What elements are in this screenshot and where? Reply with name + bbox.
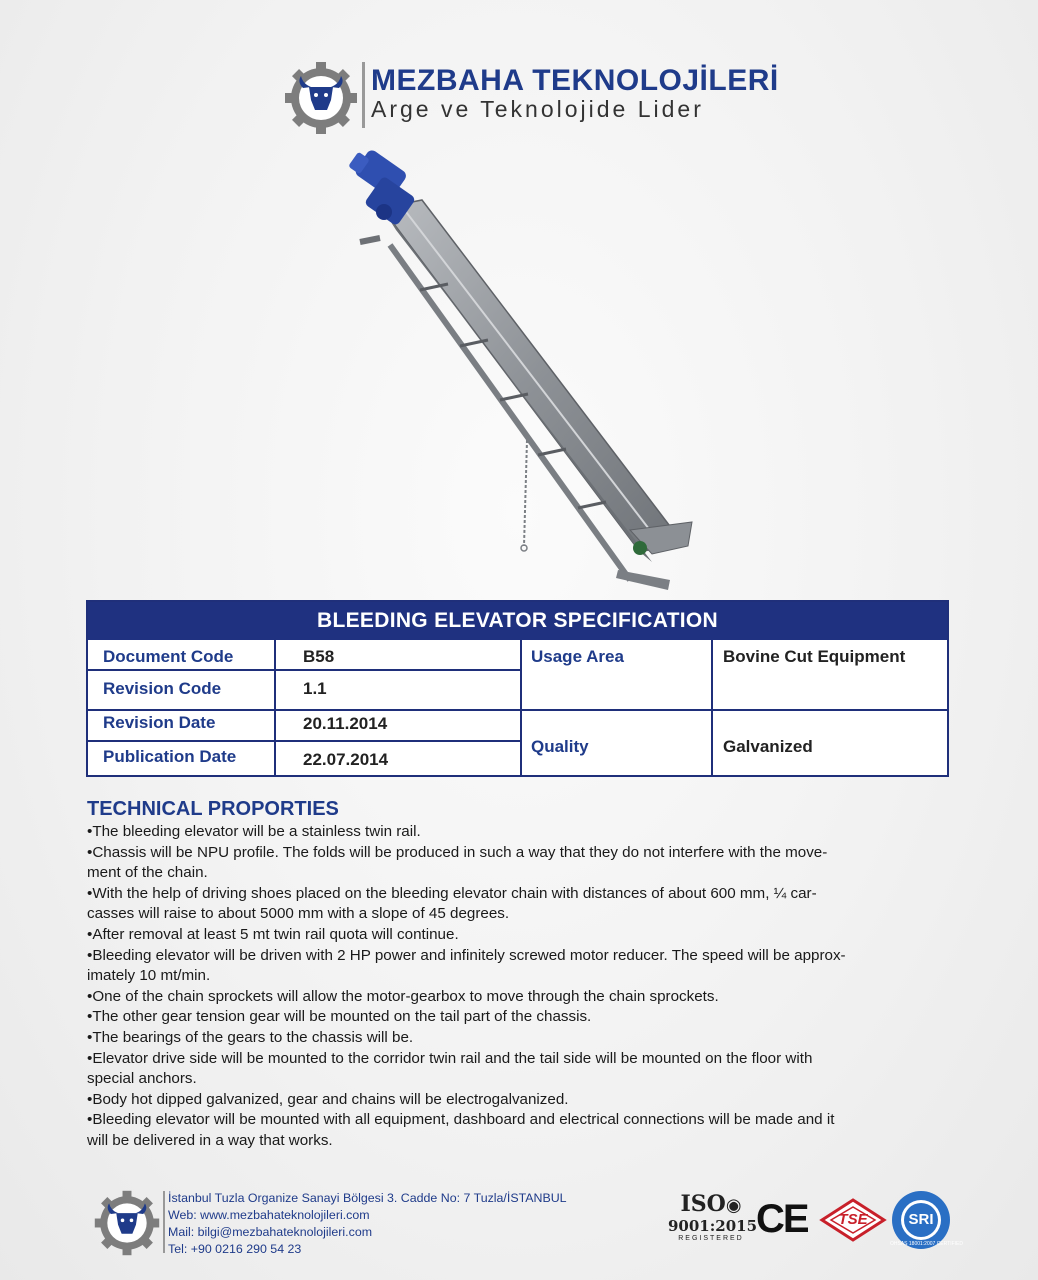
document-code-value: B58 xyxy=(303,647,335,666)
ce-mark-icon: CE xyxy=(756,1197,808,1241)
logo-gear-icon xyxy=(283,60,359,136)
list-item: casses will raise to about 5000 mm with a slope of 45 degrees. xyxy=(87,905,510,923)
footer-web: Web: www.mezbahateknolojileri.com xyxy=(168,1208,370,1222)
list-item: will be delivered in a way that works. xyxy=(87,1131,333,1149)
technical-heading: TECHNICAL PROPORTIES xyxy=(87,798,339,820)
footer-mail: Mail: bilgi@mezbahateknolojileri.com xyxy=(168,1225,373,1239)
grid-line xyxy=(88,740,520,742)
usage-area-label: Usage Area xyxy=(531,647,624,666)
list-item: ment of the chain. xyxy=(87,864,208,882)
list-item: •Bleeding elevator will be mounted with all equipment, dashboard and electrical connections will be made and it xyxy=(87,1111,835,1129)
list-item: •Chassis will be NPU profile. The folds will be produced in such a way that they do not interfere with the move- xyxy=(87,843,828,861)
grid-line xyxy=(88,709,947,711)
tse-badge xyxy=(820,1198,886,1242)
revision-date-label: Revision Date xyxy=(103,713,216,732)
grid-line xyxy=(88,669,520,671)
footer-tel: Tel: +90 0216 290 54 23 xyxy=(168,1242,302,1256)
list-item: special anchors. xyxy=(87,1070,197,1088)
revision-date-value: 20.11.2014 xyxy=(303,714,388,733)
brand-tagline: Arge ve Teknolojide Lider xyxy=(371,96,704,122)
list-item: •With the help of driving shoes placed on the bleeding elevator chain with distances of about 600 mm, ¼ car- xyxy=(87,884,817,902)
tse-text: TSE xyxy=(838,1211,868,1228)
document-code-label: Document Code xyxy=(103,647,234,666)
iso-registered: REGISTERED xyxy=(678,1235,744,1242)
iso-number: 9001:2015 xyxy=(668,1217,758,1235)
globe-icon: ◉ xyxy=(725,1195,742,1216)
brand-name: MEZBAHA TEKNOLOJİLERİ xyxy=(371,64,779,97)
publication-date-label: Publication Date xyxy=(103,747,237,766)
list-item: •The other gear tension gear will be mounted on the tail part of the chassis. xyxy=(87,1008,592,1026)
list-item: •Bleeding elevator will be driven with 2 HP power and infinitely screwed motor reducer. The speed will be approx- xyxy=(87,946,846,964)
list-item: •The bleeding elevator will be a stainless twin rail. xyxy=(87,823,421,840)
technical-list xyxy=(87,822,957,1152)
publication-date-value: 22.07.2014 xyxy=(303,750,389,769)
list-item: •One of the chain sprockets will allow the motor-gearbox to move through the chain sprockets. xyxy=(87,987,719,1005)
quality-label: Quality xyxy=(531,737,589,756)
sri-text: SRI xyxy=(908,1211,934,1228)
brand-divider xyxy=(362,62,365,128)
quality-value: Galvanized xyxy=(723,737,813,756)
spec-table xyxy=(86,600,949,777)
footer-address: İstanbul Tuzla Organize Sanayi Bölgesi 3. Cadde No: 7 Tuzla/İSTANBUL xyxy=(168,1191,567,1205)
revision-code-label: Revision Code xyxy=(103,679,222,698)
list-item: •Elevator drive side will be mounted to the corridor twin rail and the tail side will be mounted on the floor with xyxy=(87,1049,813,1067)
bleeding-elevator-illustration xyxy=(300,150,720,590)
list-item: •After removal at least 5 mt twin rail quota will continue. xyxy=(87,925,459,943)
iso-badge xyxy=(668,1191,758,1248)
spec-title: BLEEDING ELEVATOR SPECIFICATION xyxy=(88,602,947,640)
footer-divider xyxy=(163,1191,165,1253)
ohsas-ring-text: OHSAS 18001:2007 CERTIFIED xyxy=(890,1241,963,1247)
sri-badge xyxy=(890,1189,963,1251)
list-item: •The bearings of the gears to the chassis will be. xyxy=(87,1028,414,1046)
usage-area-value: Bovine Cut Equipment xyxy=(723,647,906,666)
list-item: •Body hot dipped galvanized, gear and chains will be electrogalvanized. xyxy=(87,1090,569,1108)
footer-logo-gear-icon xyxy=(93,1189,161,1257)
iso-text: ISO xyxy=(680,1191,726,1217)
revision-code-value: 1.1 xyxy=(303,679,327,698)
list-item: imately 10 mt/min. xyxy=(87,967,211,985)
